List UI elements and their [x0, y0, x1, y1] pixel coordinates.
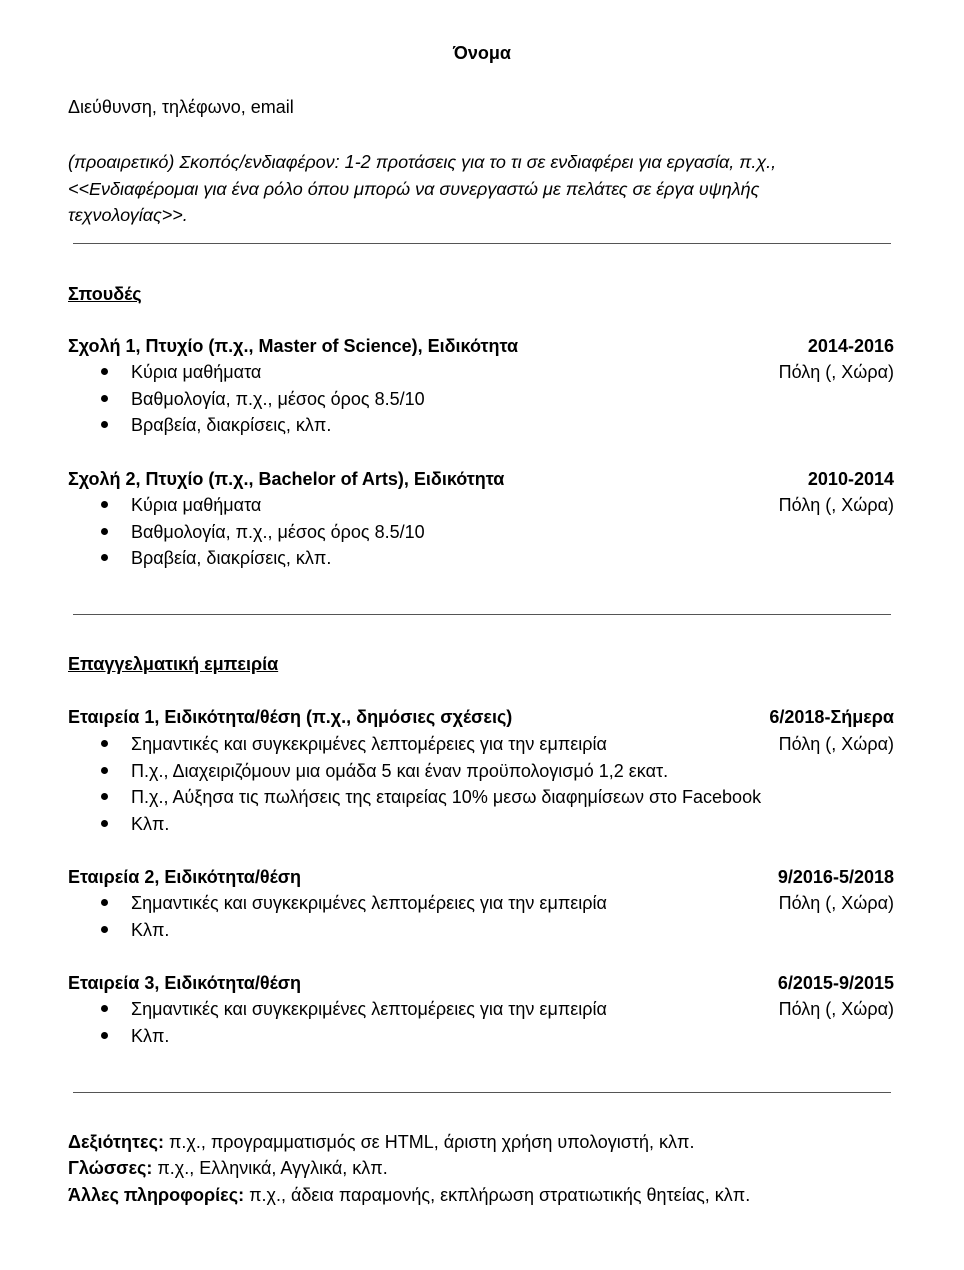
languages-value: π.χ., Ελληνικά, Αγγλικά, κλπ.: [152, 1158, 388, 1178]
list-item: Βραβεία, διακρίσεις, κλπ.: [131, 547, 425, 574]
experience-entry-title: Εταιρεία 3, Ειδικότητα/θέση: [68, 973, 302, 993]
experience-entry-date: 9/2016-5/2018: [777, 867, 894, 887]
bullet-dot: [101, 528, 108, 535]
bullet-dot: [101, 926, 108, 933]
skills-line: [68, 1131, 694, 1153]
bullet-dot: [101, 820, 108, 827]
list-item: Κλπ.: [131, 1025, 607, 1052]
education-heading: Σπουδές: [68, 284, 142, 304]
bullet-dot: [101, 554, 108, 561]
divider: [73, 614, 891, 615]
list-item: Κύρια μαθήματα: [131, 494, 425, 521]
list-item: Βραβεία, διακρίσεις, κλπ.: [131, 414, 425, 441]
experience-entry-title: Εταιρεία 1, Ειδικότητα/θέση (π.χ., δημόσιες σχέσεις): [68, 707, 513, 727]
experience-entry-bullets: [131, 892, 607, 945]
list-item: Σημαντικές και συγκεκριμένες λεπτομέρειες για την εμπειρία: [131, 892, 607, 919]
divider: [73, 1092, 891, 1093]
contact-line: Διεύθυνση, τηλέφωνο, email: [68, 97, 294, 117]
experience-heading: Επαγγελματική εμπειρία: [68, 654, 279, 674]
bullet-dot: [101, 899, 108, 906]
resume-name: Όνομα: [453, 43, 511, 63]
list-item: Σημαντικές και συγκεκριμένες λεπτομέρειες για την εμπειρία: [131, 998, 607, 1025]
divider: [73, 243, 891, 244]
list-item: Βαθμολογία, π.χ., μέσος όρος 8.5/10: [131, 388, 425, 415]
list-item: Βαθμολογία, π.χ., μέσος όρος 8.5/10: [131, 521, 425, 548]
other-info-value: π.χ., άδεια παραμονής, εκπλήρωση στρατιωτικής θητείας, κλπ.: [244, 1185, 751, 1205]
experience-entry-bullets: [131, 733, 761, 839]
objective-text: (προαιρετικό) Σκοπός/ενδιαφέρον: 1-2 προτάσεις για το τι σε ενδιαφέρει για εργασία, π.χ., <<Ενδιαφέρομαι για ένα ρόλο όπου μπορώ να συνεργαστώ με πελάτες σε έργα υψηλής τεχνολογίας>>.: [68, 152, 777, 225]
list-item: Π.χ., Διαχειριζόμουν μια ομάδα 5 και έναν προϋπολογισμό 1,2 εκατ.: [131, 760, 761, 787]
education-entry-bullets: [131, 361, 425, 441]
experience-entry-location: Πόλη (, Χώρα): [778, 893, 894, 913]
list-item: Σημαντικές και συγκεκριμένες λεπτομέρειες για την εμπειρία: [131, 733, 761, 760]
bullet-dot: [101, 1005, 108, 1012]
bullet-dot: [101, 421, 108, 428]
education-entry-title: Σχολή 1, Πτυχίο (π.χ., Master of Science), Ειδικότητα: [68, 336, 519, 356]
bullet-dot: [101, 395, 108, 402]
education-entry-title: Σχολή 2, Πτυχίο (π.χ., Bachelor of Arts), Ειδικότητα: [68, 469, 505, 489]
bullet-dot: [101, 1032, 108, 1039]
experience-entry-location: Πόλη (, Χώρα): [778, 999, 894, 1019]
bullet-dot: [101, 740, 108, 747]
bullet-dot: [101, 501, 108, 508]
list-item: Π.χ., Αύξησα τις πωλήσεις της εταιρείας 10% μεσω διαφημίσεων στο Facebook: [131, 786, 761, 813]
bullet-dot: [101, 793, 108, 800]
list-item: Κύρια μαθήματα: [131, 361, 425, 388]
other-info-line: [68, 1184, 750, 1206]
skills-value: π.χ., προγραμματισμός σε HTML, άριστη χρήση υπολογιστή, κλπ.: [163, 1132, 695, 1152]
bullet-dot: [101, 767, 108, 774]
list-item: Κλπ.: [131, 813, 761, 840]
education-entry-date: 2010-2014: [807, 469, 894, 489]
education-entry-bullets: [131, 494, 425, 574]
experience-entry-date: 6/2015-9/2015: [777, 973, 894, 993]
list-item: Κλπ.: [131, 919, 607, 946]
experience-entry-bullets: [131, 998, 607, 1051]
experience-entry-title: Εταιρεία 2, Ειδικότητα/θέση: [68, 867, 302, 887]
education-entry-location: Πόλη (, Χώρα): [778, 362, 894, 382]
experience-entry-date: 6/2018-Σήμερα: [769, 707, 894, 727]
languages-line: [68, 1157, 388, 1179]
education-entry-location: Πόλη (, Χώρα): [778, 495, 894, 515]
other-info-label: Άλλες πληροφορίες:: [68, 1185, 245, 1205]
languages-label: Γλώσσες:: [68, 1158, 153, 1178]
bullet-dot: [101, 368, 108, 375]
experience-entry-location: Πόλη (, Χώρα): [778, 734, 894, 754]
skills-label: Δεξιότητες:: [68, 1132, 164, 1152]
education-entry-date: 2014-2016: [807, 336, 894, 356]
